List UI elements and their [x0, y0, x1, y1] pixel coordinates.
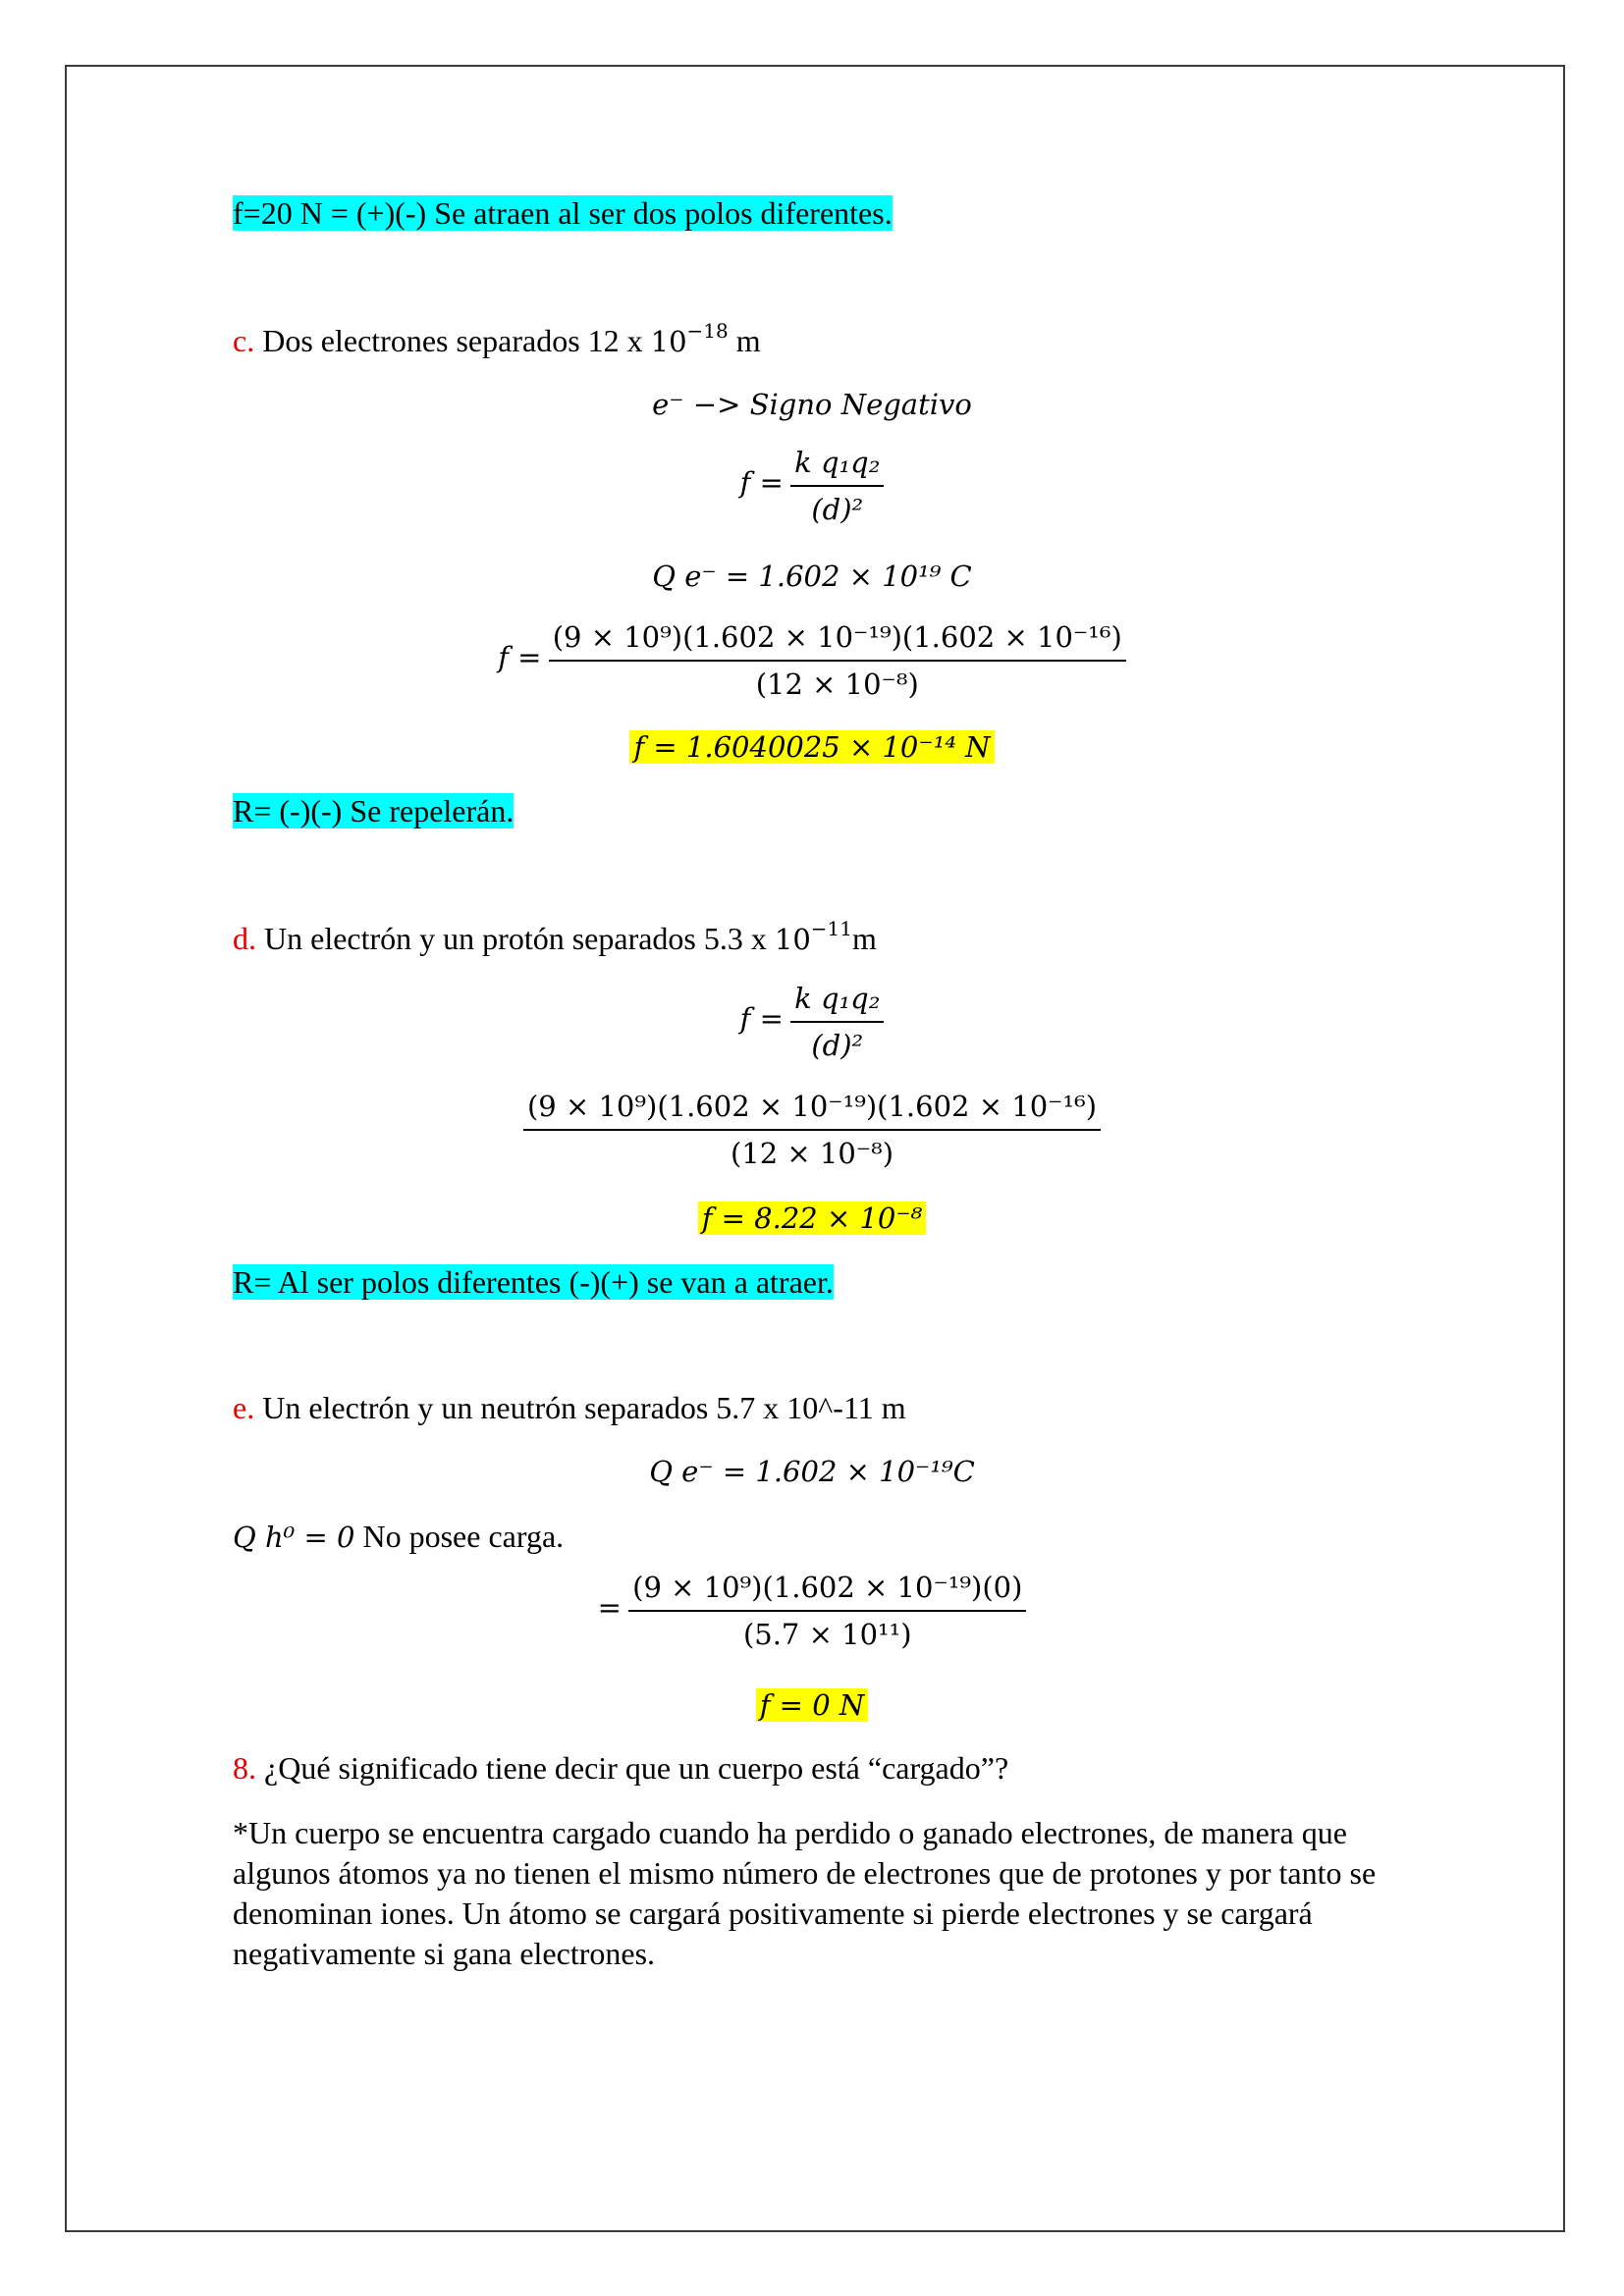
- section-e-heading: [233, 1388, 906, 1427]
- calc-denominator: (5.7 × 10¹¹): [742, 1618, 912, 1651]
- answer-d-line: [233, 1262, 834, 1302]
- result-d-value: f = 8.22 × 10⁻⁸: [698, 1201, 927, 1235]
- question-8: [233, 1748, 1008, 1788]
- calc-fraction: [523, 1088, 1101, 1172]
- section-c-text: Dos electrones separados 12 x: [262, 323, 651, 358]
- formula-lhs: f =: [739, 465, 784, 500]
- neutron-charge-line: [233, 1517, 564, 1557]
- result-e: [0, 1686, 1624, 1725]
- answer-c: R= (-)(-) Se repelerán.: [233, 793, 514, 828]
- calc-numerator: (9 × 10⁹)(1.602 × 10⁻¹⁹)(1.602 × 10⁻¹⁶): [523, 1088, 1101, 1131]
- formula-numerator: k q₁q₂: [790, 444, 884, 487]
- section-d-text: Un electrón y un protón separados 5.3 x: [264, 921, 775, 956]
- formula-fraction: [790, 444, 884, 528]
- coulomb-formula-d: [0, 980, 1624, 1064]
- formula-fraction: [790, 980, 884, 1064]
- formula-denominator: (d)²: [811, 493, 864, 526]
- question-8-number: 8.: [233, 1750, 256, 1786]
- calc-fraction: [549, 618, 1126, 703]
- calc-numerator: (9 × 10⁹)(1.602 × 10⁻¹⁹)(0): [628, 1569, 1026, 1612]
- section-d-heading: [233, 919, 877, 959]
- electron-charge-e: Q e⁻ = 1.602 × 10⁻¹⁹C: [649, 1455, 975, 1488]
- answer-c-line: [233, 791, 514, 830]
- calculation-c: [0, 618, 1624, 703]
- section-c-letter: c.: [233, 323, 255, 358]
- result-c: [0, 728, 1624, 767]
- calc-lhs: f =: [498, 640, 542, 674]
- coulomb-formula-c: [0, 444, 1624, 528]
- result-d: [0, 1200, 1624, 1238]
- result-e-value: f = 0 N: [756, 1688, 869, 1722]
- result-c-value: f = 1.6040025 × 10⁻¹⁴ N: [629, 730, 994, 764]
- section-c-heading: [233, 321, 761, 361]
- calc-numerator: (9 × 10⁹)(1.602 × 10⁻¹⁹)(1.602 × 10⁻¹⁶): [549, 618, 1126, 662]
- question-8-text: ¿Qué significado tiene decir que un cuerpo está “cargado”?: [256, 1750, 1009, 1786]
- section-e-text: Un electrón y un neutrón separados 5.7 x 10^-11 m: [262, 1390, 906, 1425]
- signo-negativo-equation: e⁻ −> Signo Negativo: [652, 388, 972, 421]
- formula-numerator: k q₁q₂: [790, 980, 884, 1023]
- section-d-letter: d.: [233, 921, 256, 956]
- electron-charge-c: Q e⁻ = 1.602 × 10¹⁹ C: [652, 560, 972, 593]
- highlight-line-attraction: [233, 193, 893, 233]
- calc-lhs: =: [597, 1590, 622, 1625]
- section-e-letter: e.: [233, 1390, 255, 1425]
- neutron-charge-text: No posee carga.: [354, 1519, 565, 1554]
- question-8-answer: *Un cuerpo se encuentra cargado cuando ha perdido o ganado electrones, de manera que algunos átomos ya no tienen el mismo número de electrones que de protones y por tanto se denominan iones. Un átomo se cargará positivamente si pierde electrones y se cargará negativamente si gana electrones.: [233, 1815, 1377, 1971]
- calc-denominator: (12 × 10⁻⁸): [730, 1137, 894, 1170]
- formula-lhs: f =: [739, 1001, 784, 1036]
- section-c-unit: m: [728, 323, 761, 358]
- section-d-unit: m: [852, 921, 877, 956]
- calc-denominator: (12 × 10⁻⁸): [755, 667, 919, 701]
- calculation-d: [0, 1088, 1624, 1172]
- calc-fraction: [628, 1569, 1026, 1653]
- neutron-charge-formula: Q h⁰ = 0: [233, 1521, 355, 1554]
- section-d-power: $10^{-11}$: [774, 917, 852, 956]
- attraction-text: f=20 N = (+)(-) Se atraen al ser dos polos diferentes.: [233, 195, 893, 231]
- answer-d: R= Al ser polos diferentes (-)(+) se van a atraer.: [233, 1264, 834, 1300]
- section-c-power: $10^{-18}$: [650, 319, 729, 358]
- formula-denominator: (d)²: [811, 1029, 864, 1062]
- calculation-e: [0, 1569, 1624, 1653]
